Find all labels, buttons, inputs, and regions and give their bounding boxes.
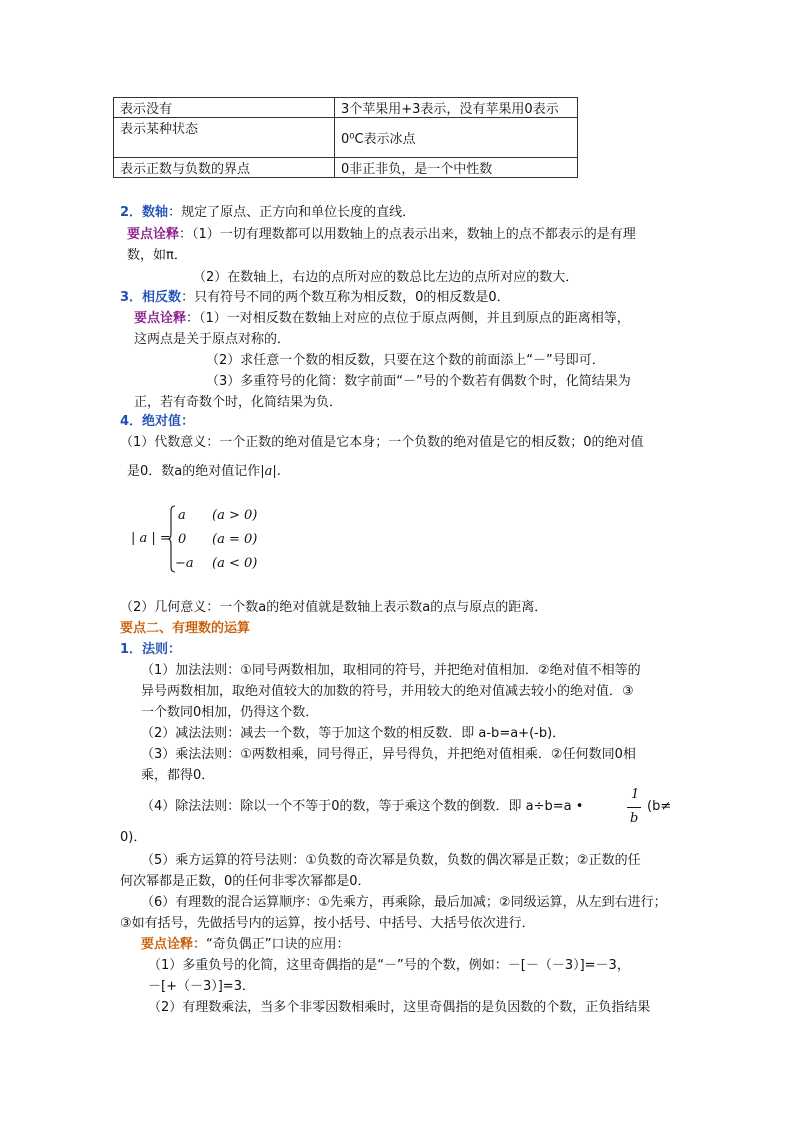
key-point-text: ：（1）一切有理数都可以用数轴上的点表示出来，数轴上的点不都表示的是有理 [179, 227, 636, 242]
key-point-text: ：（1）一对相反数在数轴上对应的点位于原点两侧，并且到原点的距离相等， [186, 311, 630, 326]
geometric-meaning: （2）几何意义：一个数a的绝对值就是数轴上表示数a的点与原点的距离． [120, 600, 548, 615]
rules-title: 法则： [142, 642, 182, 657]
addition-rule-line2: 异号两数相加，取绝对值较大的加数的符号，并用较大的绝对值减去较小的绝对值．③ [141, 684, 634, 699]
fraction [627, 786, 643, 830]
key-point-2-line5: 正，若有奇数个时，化简结果为负． [134, 395, 343, 410]
table-cell: 表示某种状态 [114, 118, 335, 158]
table-row [114, 98, 578, 118]
algebraic-meaning-line2 [127, 463, 281, 481]
table-cell: 3个苹果用+3表示，没有苹果用0表示 [335, 98, 578, 118]
key-point-1-line2: 数，如π． [127, 248, 187, 263]
division-rule-tail: (b≠ [647, 799, 672, 814]
formula-lhs: | a | = [131, 531, 171, 546]
table-cell: 0⁰C表示冰点 [335, 118, 578, 158]
section-text: ：规定了原点、正方向和单位长度的直线． [168, 205, 416, 220]
key-point-1-line1 [127, 226, 636, 244]
abs-notation: |a|. [260, 464, 281, 479]
subtraction-rule: （2）减法法则：减去一个数，等于加这个数的相反数．即 a-b=a+(-b)． [141, 726, 566, 741]
table-cell: 0非正非负，是一个中性数 [335, 158, 578, 178]
table-row [114, 158, 578, 178]
odd-even-line2: －[+（－3）]=3． [148, 979, 255, 994]
addition-rule-line1: （1）加法法则：①同号两数相加，取相同的符号，并把绝对值相加．②绝对值不相等的 [141, 663, 641, 678]
case-value: 0 [178, 532, 187, 547]
key-point-2-line4: （3）多重符号的化简：数字前面“－”号的个数若有偶数个时，化简结果为 [206, 374, 631, 389]
multiplication-rule-line2: 乘，都得0． [141, 768, 215, 783]
section-colon: ： [181, 414, 195, 429]
case-condition: (a = 0) [212, 532, 258, 547]
section-text: ：只有符号不同的两个数互称为相反数，0的相反数是0． [181, 290, 510, 305]
division-rule-line1: （4）除法法则：除以一个不等于0的数，等于乘这个数的倒数．即 a÷b=a • [141, 799, 584, 814]
section-absolute [120, 413, 194, 431]
section-title: 绝对值 [142, 414, 182, 429]
power-rule-line1: （5）乘方运算的符号法则：①负数的奇次幂是负数，负数的偶次幂是正数；②正数的任 [141, 853, 641, 868]
division-rule-line2: 0)． [120, 830, 147, 845]
algebraic-text: 是0．数a的绝对值记作 [127, 464, 261, 479]
key-point-3 [141, 936, 350, 954]
section-number-line [120, 204, 415, 222]
section-title: 数轴 [142, 205, 169, 220]
section-num: 2． [120, 205, 143, 220]
mixed-order-line2: ③如有括号，先做括号内的运算，按小括号、中括号、大括号依次进行． [120, 916, 535, 931]
table-cell: 表示没有 [114, 98, 335, 118]
rules-heading [120, 641, 181, 659]
odd-even-line3: （2）有理数乘法，当多个非零因数相乘时，这里奇偶指的是负因数的个数，正负指结果 [148, 1000, 651, 1015]
key-point-two-heading: 要点二、有理数的运算 [120, 621, 251, 636]
key-point-2-line3: （2）求任意一个数的相反数，只要在这个数的前面添上“－”号即可． [206, 353, 605, 368]
case-value: a [178, 508, 186, 523]
case-value: −a [175, 556, 194, 571]
case-condition: (a < 0) [212, 556, 258, 571]
table-row [114, 118, 578, 158]
key-point-1-line3: （2）在数轴上，右边的点所对应的数总比左边的点所对应的数大． [193, 270, 579, 285]
section-title: 相反数 [142, 290, 182, 305]
multiplication-rule-line1: （3）乘法法则：①两数相乘，同号得正，异号得负，并把绝对值相乘．②任何数同0相 [141, 747, 636, 762]
key-point-label: 要点诠释 [127, 227, 180, 242]
fraction-numerator: 1 [631, 787, 640, 802]
key-point-text: “奇负偶正”口诀的应用： [206, 937, 350, 952]
addition-rule-line3: 一个数同0相加，仍得这个数． [141, 705, 319, 720]
case-condition: (a > 0) [212, 508, 258, 523]
mixed-order-line1: （6）有理数的混合运算顺序：①先乘方，再乘除，最后加减；②同级运算，从左到右进行； [141, 895, 667, 910]
key-point-2-line2: 这两点是关于原点对称的． [134, 332, 291, 347]
summary-table [113, 97, 578, 178]
table-cell: 表示正数与负数的界点 [114, 158, 335, 178]
key-point-label: 要点诠释 [134, 311, 187, 326]
key-point-2-line1 [134, 310, 630, 328]
section-opposite [120, 289, 510, 307]
power-rule-line2: 何次幂都是正数，0的任何非零次幂都是0． [120, 874, 371, 889]
odd-even-line1: （1）多重负号的化简，这里奇偶指的是“－”号的个数，例如：－[－（－3）]=－3， [148, 958, 630, 973]
section-num: 4． [120, 414, 143, 429]
fraction-denominator: b [630, 811, 639, 826]
algebraic-meaning-line1: （1）代数意义：一个正数的绝对值是它本身；一个负数的绝对值是它的相反数；0的绝对值 [120, 435, 644, 450]
section-num: 3． [120, 290, 143, 305]
fraction-bar [627, 807, 641, 808]
rules-num: 1． [120, 642, 143, 657]
key-point-label: 要点诠释： [141, 937, 207, 952]
